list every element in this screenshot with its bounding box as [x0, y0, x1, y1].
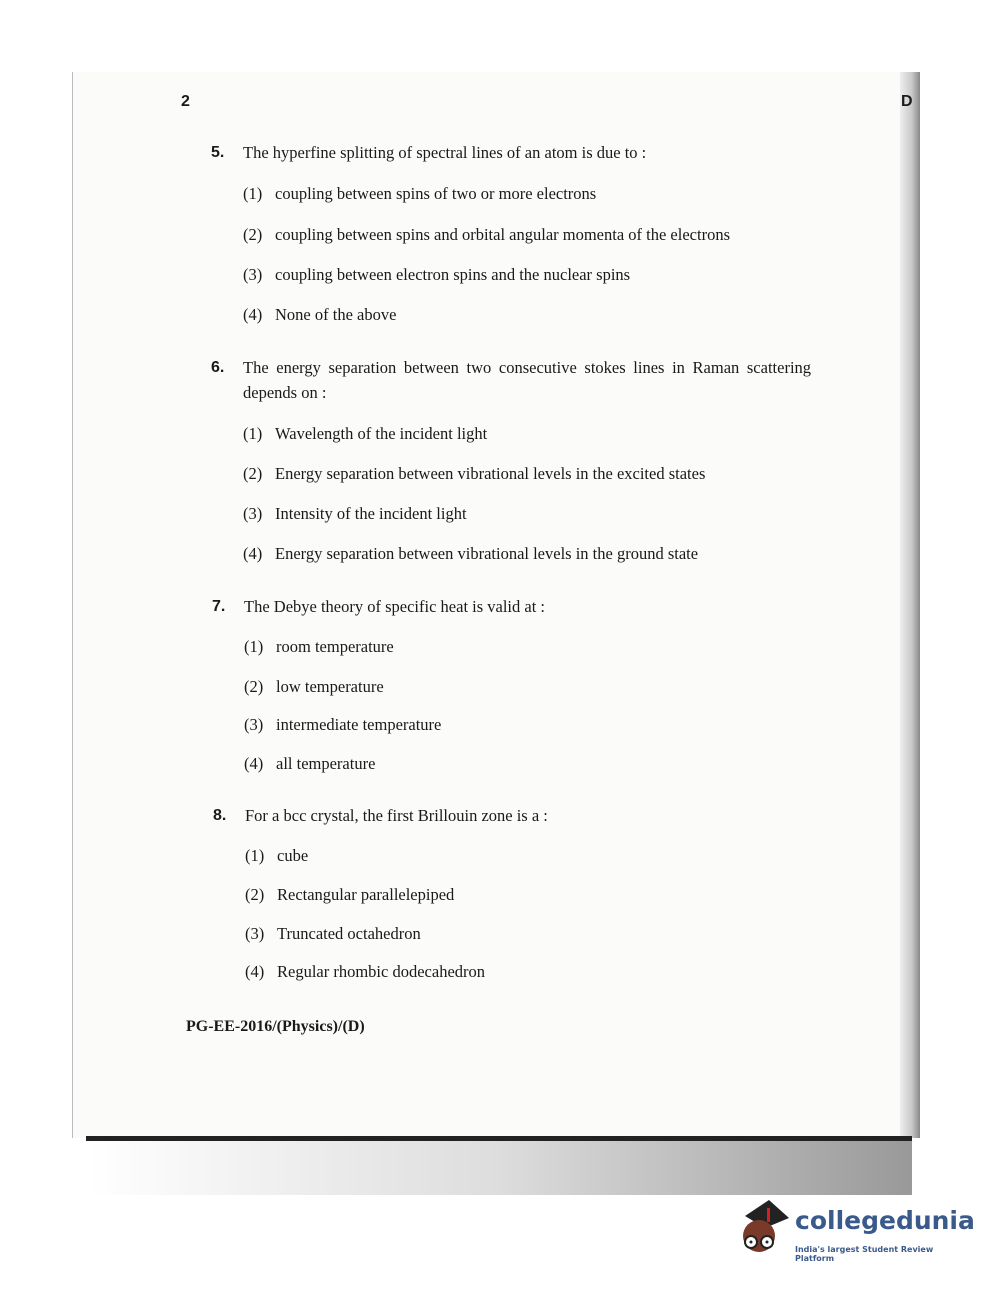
booklet-series: D [901, 93, 913, 110]
logo-tagline: India's largest Student Review Platform [795, 1245, 934, 1263]
option-label: (3) [245, 924, 265, 943]
page-edge-shadow [900, 72, 920, 1138]
option-text: coupling between electron spins and the nuclear spins [275, 265, 631, 284]
option-text: Rectangular parallelepiped [277, 885, 455, 904]
question-text: The hyperfine splitting of spectral lines of an atom is due to : [243, 143, 647, 162]
option-text: Regular rhombic dodecahedron [277, 962, 486, 981]
option-label: (1) [244, 637, 264, 656]
page-number: 2 [181, 93, 190, 110]
mascot-icon [735, 1198, 793, 1260]
option-text: all temperature [276, 754, 376, 773]
option-label: (3) [244, 715, 264, 734]
option-text: low temperature [276, 677, 384, 696]
option-text: Truncated octahedron [277, 924, 421, 943]
collegedunia-logo [735, 1198, 975, 1268]
option-text: None of the above [275, 305, 397, 324]
option-label: (2) [243, 464, 263, 483]
option-text: coupling between spins of two or more electrons [275, 184, 597, 203]
logo-brand: collegedunia [795, 1206, 975, 1235]
option-label: (4) [243, 544, 263, 563]
option-label: (3) [243, 504, 263, 523]
option-text: Energy separation between vibrational levels in the excited states [275, 464, 706, 483]
option-text: Energy separation between vibrational levels in the ground state [275, 544, 699, 563]
option-label: (1) [243, 184, 263, 203]
question-number: 5. [211, 144, 225, 161]
option-text: room temperature [276, 637, 394, 656]
option-label: (2) [244, 677, 264, 696]
option-text: cube [277, 846, 309, 865]
option-text: Wavelength of the incident light [275, 424, 488, 443]
option-text: coupling between spins and orbital angular momenta of the electrons [275, 225, 730, 244]
option-label: (2) [245, 885, 265, 904]
option-label: (4) [244, 754, 264, 773]
footer-code: PG-EE-2016/(Physics)/(D) [186, 1018, 365, 1035]
option-label: (2) [243, 225, 263, 244]
question-number: 8. [213, 807, 227, 824]
option-label: (3) [243, 265, 263, 284]
question-text: For a bcc crystal, the first Brillouin zone is a : [245, 806, 548, 825]
question-number: 7. [212, 598, 226, 615]
question-text-continued: depends on : [243, 383, 327, 402]
option-label: (1) [245, 846, 265, 865]
option-label: (4) [245, 962, 265, 981]
question-number: 6. [211, 359, 225, 376]
option-label: (1) [243, 424, 263, 443]
scan-shadow [86, 1141, 912, 1195]
question-text: The Debye theory of specific heat is valid at : [244, 597, 546, 616]
option-text: intermediate temperature [276, 715, 442, 734]
question-text: The energy separation between two consecutive stokes lines in Raman scattering [243, 358, 812, 377]
option-text: Intensity of the incident light [275, 504, 467, 523]
option-label: (4) [243, 305, 263, 324]
